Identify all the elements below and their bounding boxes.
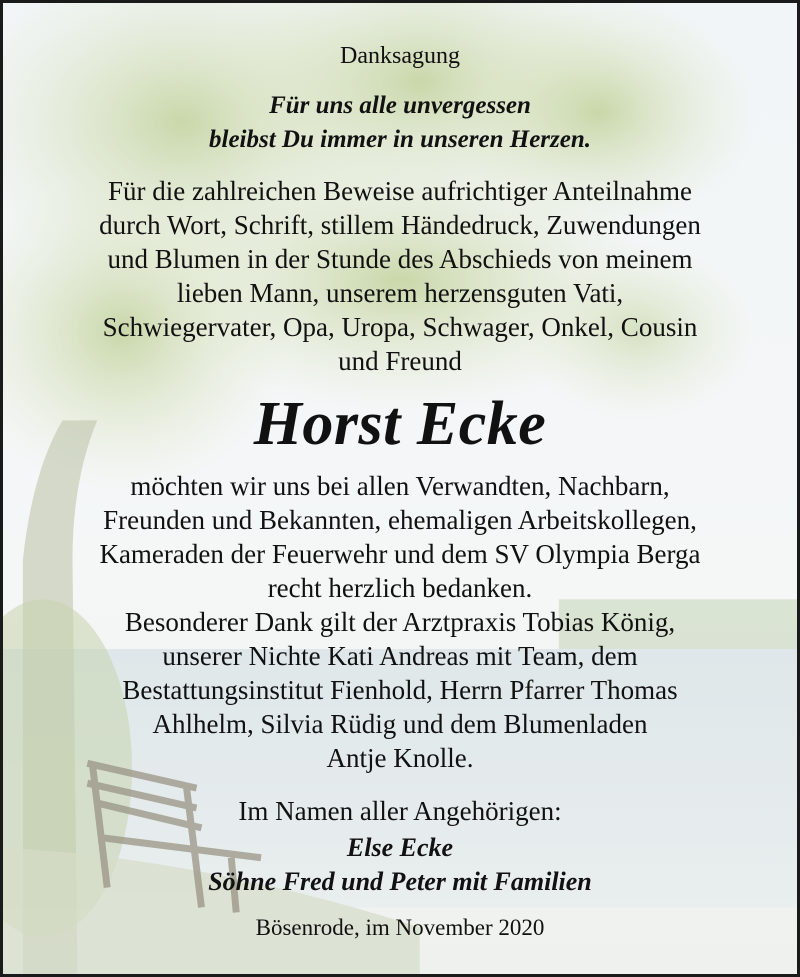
deceased-name: Horst Ecke [253, 390, 547, 458]
thanks-line: recht herzlich bedanken. [267, 573, 533, 603]
place-date: Bösenrode, im November 2020 [255, 915, 545, 940]
thanks-line: Bestattungsinstitut Fienhold, Herrn Pfarrer Thomas [122, 675, 678, 705]
intro-line: lieben Mann, unserem herzensguten Vati, [176, 278, 624, 308]
thanks-line: möchten wir uns bei allen Verwandten, Nachbarn, [130, 471, 670, 501]
notice-text [3, 3, 797, 974]
thanks-line: unserer Nichte Kati Andreas mit Team, dem [162, 641, 638, 671]
signature-line: Else Ecke [346, 833, 454, 862]
signature-line: Söhne Fred und Peter mit Familien [208, 867, 592, 896]
heading: Danksagung [340, 43, 460, 69]
on-behalf-line: Im Namen aller Angehörigen: [238, 796, 562, 826]
intro-line: Schwiegervater, Opa, Uropa, Schwager, Onkel, Cousin [102, 312, 698, 342]
thanks-line: Kameraden der Feuerwehr und dem SV Olympia Berga [99, 539, 701, 569]
intro-line: durch Wort, Schrift, stillem Händedruck, Zuwendungen [99, 210, 701, 240]
thanks-line: Besonderer Dank gilt der Arztpraxis Tobias König, [124, 607, 676, 637]
intro-line: Für die zahlreichen Beweise aufrichtiger Anteilnahme [107, 176, 693, 206]
motto-line: Für uns alle unvergessen [269, 92, 531, 119]
thanks-line: Freunden und Bekannten, ehemaligen Arbeitskollegen, [103, 505, 697, 535]
thanks-line: Antje Knolle. [326, 743, 474, 773]
motto-line: bleibst Du immer in unseren Herzen. [209, 126, 591, 153]
intro-line: und Blumen in der Stunde des Abschieds von meinem [107, 244, 693, 274]
intro-line: und Freund [338, 346, 462, 376]
thanks-line: Ahlhelm, Silvia Rüdig und dem Blumenladen [152, 709, 648, 739]
